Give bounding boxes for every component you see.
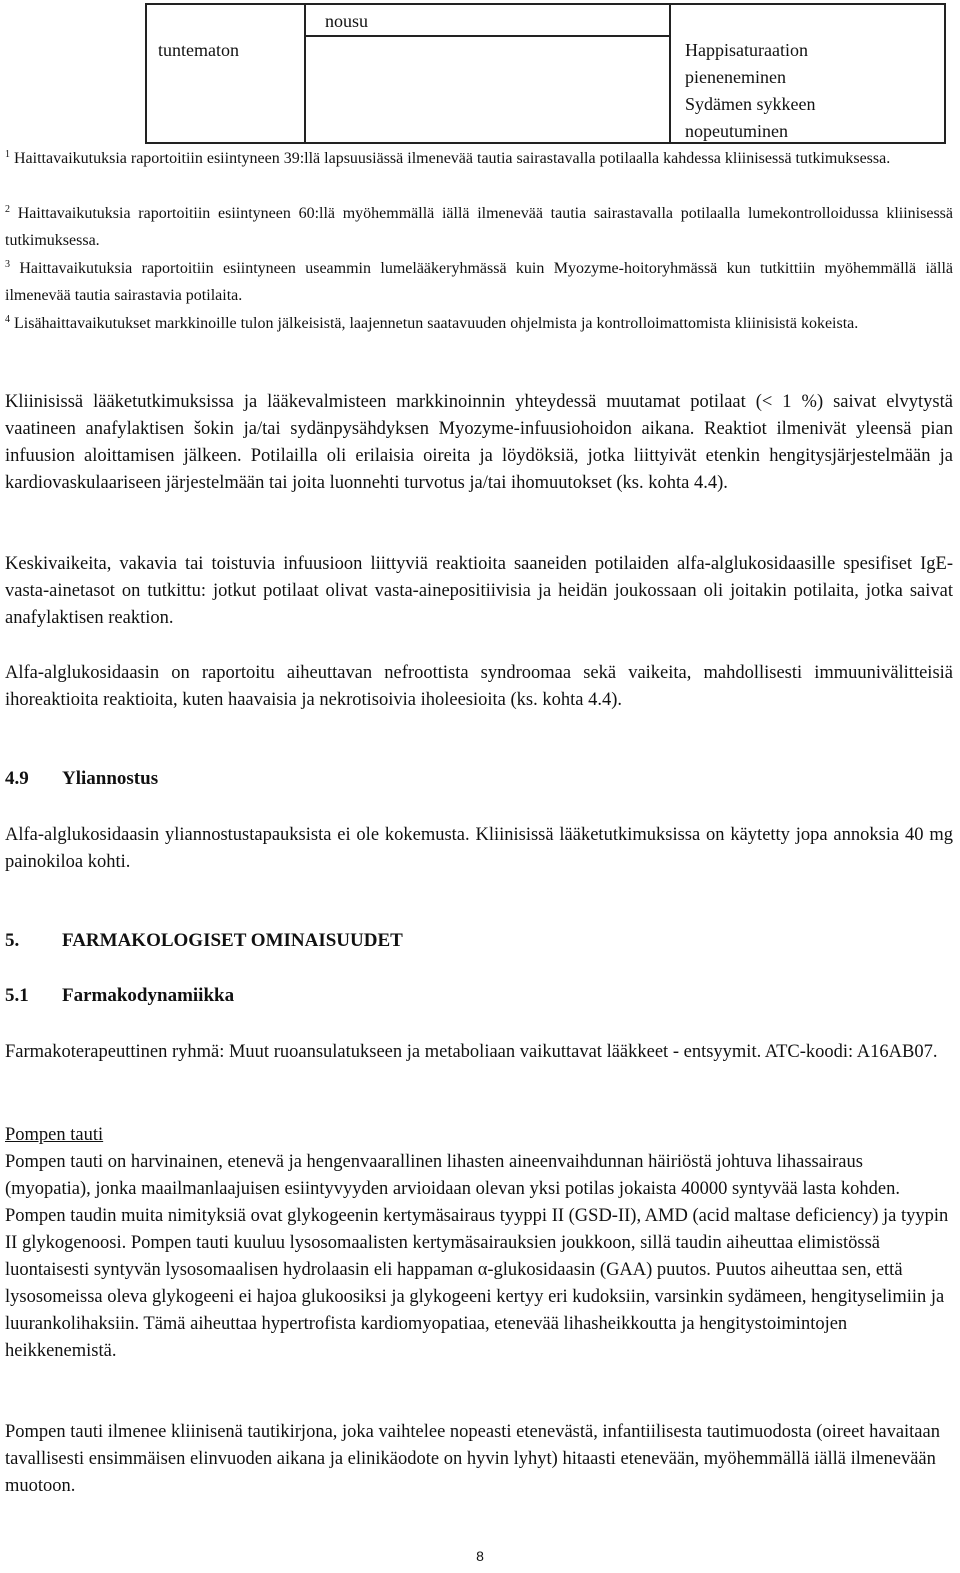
subheading-pompe: Pompen tauti bbox=[5, 1125, 104, 1145]
paragraph-atc: Farmakoterapeuttinen ryhmä: Muut ruoansulatukseen ja metaboliaan vaikuttavat lääkkeet - entsyymit. ATC-koodi: A16AB07. bbox=[5, 1042, 938, 1062]
heading-overdose bbox=[5, 768, 158, 790]
table-divider bbox=[669, 5, 671, 142]
footnote-mark: 2 bbox=[5, 204, 10, 215]
footnote-text: Haittavaikutuksia raportoitiin esiintyneen 60:llä myöhemmällä iällä ilmenevää tautia sairastavalla potilaalla lumekontrolloidussa kliinisessä tutkimuksessa. bbox=[5, 205, 953, 249]
heading-number: 5. bbox=[5, 930, 20, 951]
footnote-text: Lisähaittavaikutukset markkinoille tulon jälkeisistä, laajennetun saatavuuden ohjelmista ja kontrolloimattomista kliinisistä kokeista. bbox=[10, 315, 859, 332]
heading-number: 5.1 bbox=[5, 985, 29, 1006]
effect-line: pieneneminen bbox=[685, 67, 786, 87]
footnote-mark: 1 bbox=[5, 149, 10, 160]
effect-line: nopeutuminen bbox=[685, 121, 788, 141]
heading-text: FARMAKOLOGISET OMINAISUUDET bbox=[62, 930, 403, 951]
effect-line: Sydämen sykkeen bbox=[685, 94, 816, 114]
paragraph-pompe-spectrum: Pompen tauti ilmenee kliinisenä tautikirjona, joka vaihtelee nopeasti etenevästä, infantiilisesta tautimuodosta (oireet havaitaan tavallisesti ensimmäisen elinvuoden aikana ja elinikäodote on hyvin lyhyt) hitaasti etenevään, myöhemmällä iällä ilmenevään muotoon. bbox=[5, 1422, 940, 1496]
effect-line: Happisaturaation bbox=[685, 40, 808, 60]
heading-pharmacodynamics bbox=[5, 985, 234, 1007]
footnote-text: Haittavaikutuksia raportoitiin esiintyneen useammin lumelääkeryhmässä kuin Myozyme-hoitoryhmässä kun tutkittiin myöhemmällä iällä ilmenevää tautia sairastavia potilaita. bbox=[5, 260, 953, 304]
table-cell-frequency: tuntematon bbox=[158, 40, 239, 60]
paragraph-anaphylaxis: Kliinisissä lääketutkimuksissa ja lääkevalmisteen markkinoinnin yhteydessä muutamat potilaat (< 1 %) saivat elvytystä vaatineen anafylaktisen šokin ja/tai sydänpysähdyksen Myozyme-infuusiohoidon aikana. Reaktiot ilmenivät yleensä pian infuusion aloittamisen jälkeen. Potilailla oli erilaisia oireita ja löydöksiä, jotka liittyivät etenkin hengitysjärjestelmään ja kardiovaskulaariseen järjestelmään tai joita luonnehti turvotus ja/tai ihomuutokset (ks. kohta 4.4). bbox=[5, 392, 953, 493]
footnote-1 bbox=[5, 145, 953, 172]
footnote-mark: 4 bbox=[5, 314, 10, 325]
table-cell-header: nousu bbox=[325, 11, 369, 31]
heading-text: Yliannostus bbox=[62, 768, 159, 789]
footnote-text: Haittavaikutuksia raportoitiin esiintyneen 39:llä lapsuusiässä ilmenevää tautia sairastavalla potilaalla kahdessa kliinisessä tutkimuksessa. bbox=[10, 150, 891, 167]
paragraph-nephrotic: Alfa-alglukosidaasin on raportoitu aiheuttavan nefroottista syndroomaa sekä vaikeita, mahdollisesti immuunivälitteisiä ihoreaktioita reaktioita, kuten haavaisia ja nekrotisoivia iholeesioita (ks. kohta 4.4). bbox=[5, 663, 953, 710]
heading-text: Farmakodynamiikka bbox=[62, 985, 235, 1006]
footnote-3 bbox=[5, 255, 953, 309]
table-divider bbox=[304, 5, 306, 142]
heading-number: 4.9 bbox=[5, 768, 29, 789]
adverse-effects-table bbox=[145, 3, 946, 144]
page-number: 8 bbox=[476, 1548, 484, 1564]
footnote-2 bbox=[5, 200, 953, 254]
paragraph-pompe: Pompen tauti on harvinainen, etenevä ja hengenvaarallinen lihasten aineenvaihdunnan häiriöstä johtuva lihassairaus (myopatia), jonka maailmanlaajuisen esiintyvyyden arvioidaan olevan yksi potilas jokaista 40000 syntyvää lasta kohden. Pompen taudin muita nimityksiä ovat glykogeenin kertymäsairaus tyyppi II (GSD-II), AMD (acid maltase deficiency) ja tyypin II glykogenoosi. Pompen tauti kuuluu lysosomaalisten kertymäsairauksien joukkoon, sillä taudin aiheuttaa elimistössä luontaisesti syntyvän lysosomaalisen hydrolaasin eli happaman α-glukosidaasin (GAA) puutos. Puutos aiheuttaa sen, että lysosomeissa oleva glykogeeni ei hajoa glukoosiksi ja glykogeeni kertyy eri kudoksiin, varsinkin sydämeen, hengityselimiin ja luurankolihaksiin. Tämä aiheuttaa hypertrofista kardiomyopatiaa, etenevää lihasheikkoutta ja hengitystoimintojen heikkenemistä. bbox=[5, 1152, 949, 1361]
paragraph-ige: Keskivaikeita, vakavia tai toistuvia infuusioon liittyviä reaktioita saaneiden potilaiden alfa-alglukosidaasille spesifiset IgE-vasta-ainetasot on tutkittu: jotkut potilaat olivat vasta-ainepositiivisia ja heidän joukossaan oli joitakin potilaita, jotka saivat anafylaktisen reaktion. bbox=[5, 554, 953, 628]
footnote-4 bbox=[5, 310, 953, 337]
paragraph-overdose: Alfa-alglukosidaasin yliannostustapauksista ei ole kokemusta. Kliinisissä lääketutkimuksissa on käytetty jopa annoksia 40 mg painokiloa kohti. bbox=[5, 825, 953, 872]
table-divider bbox=[304, 35, 669, 37]
heading-pharmacology bbox=[5, 930, 403, 952]
footnote-mark: 3 bbox=[5, 259, 10, 270]
table-cell-effects bbox=[685, 37, 815, 145]
